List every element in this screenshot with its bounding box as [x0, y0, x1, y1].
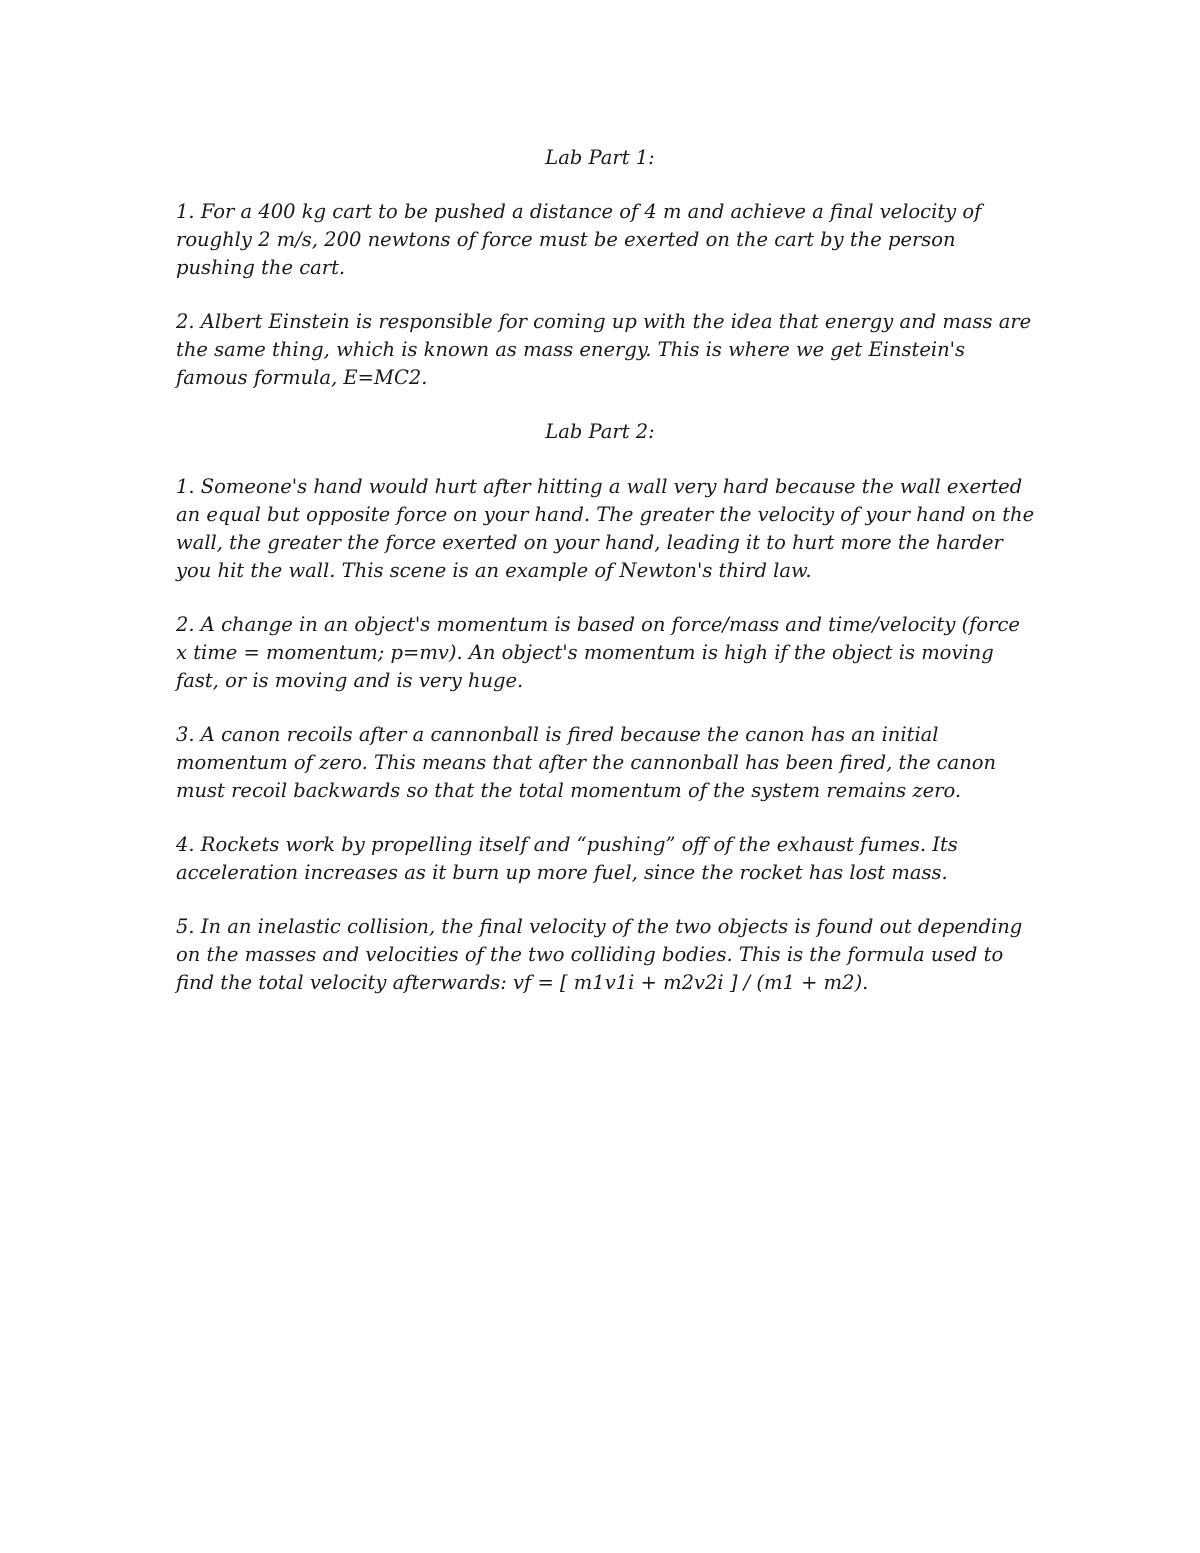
part2-item-2: 2. A change in an object's momentum is based on force/mass and time/velocity (force x time = momentum; p=mv). An object's momentum is high if the object is moving fast, or is moving and is very huge.: [176, 613, 1020, 692]
part2-item-4: 4. Rockets work by propelling itself and “pushing” off of the exhaust fumes. Its acceleration increases as it burn up more fuel, since the rocket has lost mass.: [176, 833, 958, 884]
part2-item-3: 3. A canon recoils after a cannonball is fired because the canon has an initial momentum of zero. This means that after the cannonball has been fired, the canon must recoil backwards so that the total momentum of the system remains zero.: [176, 723, 997, 802]
part1-item-1: 1. For a 400 kg cart to be pushed a distance of 4 m and achieve a final velocity of roughly 2 m/s, 200 newtons of force must be exerted on the cart by the person pushing the cart.: [176, 200, 982, 279]
part1-heading: Lab Part 1:: [545, 146, 655, 169]
part2-item-5: 5. In an inelastic collision, the final velocity of the two objects is found out depending on the masses and velocities of the two colliding bodies. This is the formula used to find the total velocity afterwards: vf = [ m1v1i + m2v2i ] / (m1 + m2).: [176, 915, 1023, 994]
part2-heading: Lab Part 2:: [545, 420, 655, 443]
part1-item-2: 2. Albert Einstein is responsible for coming up with the idea that energy and mass are the same thing, which is known as mass energy. This is where we get Einstein's famous formula, E=MC2.: [176, 310, 1032, 389]
part2-item-1: 1. Someone's hand would hurt after hitting a wall very hard because the wall exerted an equal but opposite force on your hand. The greater the velocity of your hand on the wall, the greater the force exerted on your hand, leading it to hurt more the harder you hit the wall. This scene is an example of Newton's third law.: [176, 475, 1035, 582]
